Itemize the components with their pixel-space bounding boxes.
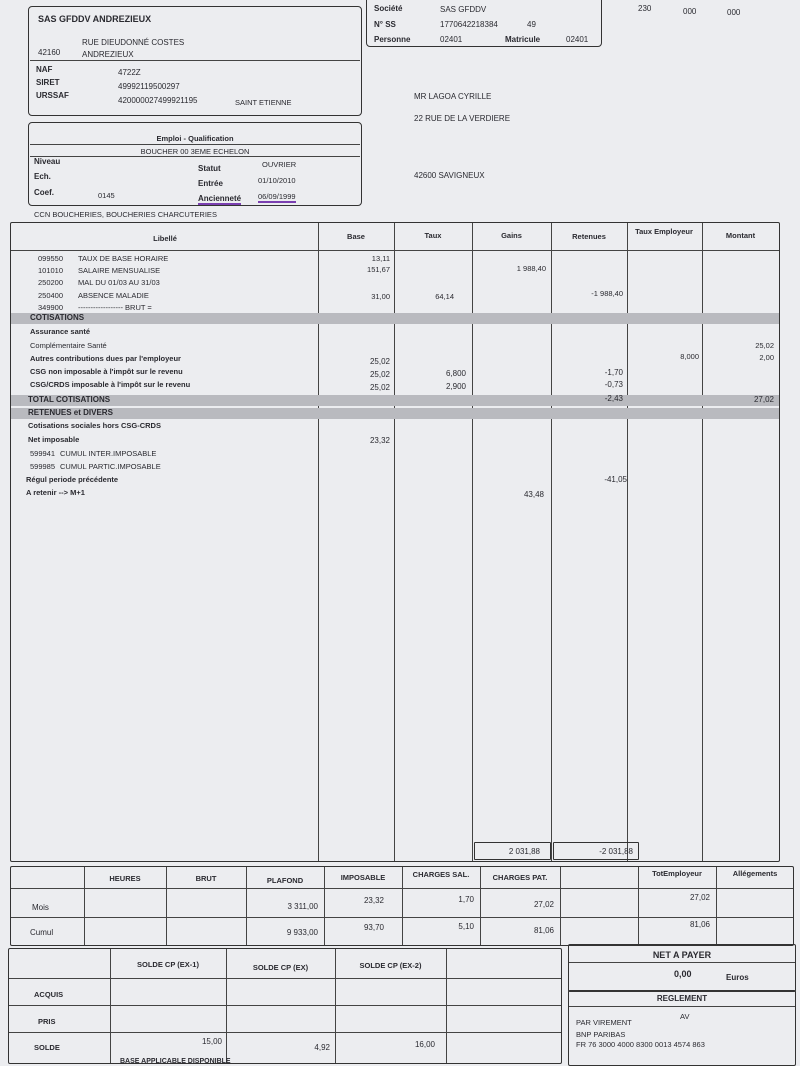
summary-header-brut: BRUT [195,874,217,883]
reglement-av: AV [680,1012,690,1021]
header-taux: Taux [424,231,442,240]
societe-value: SAS GFDDV [440,5,487,14]
niveau-label: Niveau [34,157,61,166]
cumul-plafond: 9 933,00 [286,928,318,937]
cumul2-label: CUMUL PARTIC.IMPOSABLE [60,462,161,471]
retenues-title: RETENUES et DIVERS [28,408,113,417]
mois-imposable: 23,32 [363,896,384,905]
csg2-taux: 2,900 [445,382,466,391]
row-label: MAL DU 01/03 AU 31/03 [78,278,160,287]
csg1-taux: 6,800 [445,369,466,378]
entree-label: Entrée [198,179,223,188]
urssaf-label: URSSAF [36,91,69,100]
coef-label: Coef. [34,188,54,197]
ccn-label: CCN BOUCHERIES, BOUCHERIES CHARCUTERIES [34,210,217,219]
total-cotisations-label: TOTAL COTISATIONS [28,395,111,404]
cumul1-code: 599941 [30,449,56,458]
naf-label: NAF [36,65,53,74]
summary-header-imposable: IMPOSABLE [340,873,386,882]
header-retenues: Retenues [572,232,606,241]
cumul-charges-pat: 81,06 [533,926,554,935]
cotisations-band [11,313,779,324]
job-divider-1 [30,144,360,145]
solde-ex1: 15,00 [201,1037,222,1046]
cotis-hors-label: Cotisations sociales hors CSG-CRDS [28,421,161,430]
net-imposable-label: Net imposable [28,435,80,444]
net-amount: 0,00 [674,969,692,979]
header-gains: Gains [501,231,522,240]
summary-mois-label: Mois [32,903,49,912]
a-retenir-label: A retenir --> M+1 [26,488,85,497]
reglement-label: REGLEMENT [656,994,708,1003]
nss-label: N° SS [374,20,396,29]
employer-street: RUE DIEUDONNÉ COSTES [82,38,185,47]
autres-label: Autres contributions dues par l'employeur [30,354,181,363]
matricule-label: Matricule [505,35,541,44]
row-base: 31,00 [371,292,390,301]
conges-row-divider-1 [9,1005,561,1006]
summary-header-plafond: PLAFOND [266,876,304,885]
job-title: Emploi - Qualification [156,134,234,143]
retenues-band [11,408,779,419]
complementaire-label: Complémentaire Santé [30,341,107,350]
solde-ex: 4,92 [314,1043,330,1052]
total-retenues: -2,43 [604,394,623,403]
csg1-retenues: -1,70 [604,368,623,377]
top-code-2: 000 [683,7,697,16]
row-gains: 1 988,40 [516,264,546,273]
net-currency: Euros [726,973,749,982]
urssaf-city: SAINT ETIENNE [235,98,292,107]
solde-ex2: 16,00 [414,1040,435,1049]
a-retenir-gains: 43,48 [523,490,544,499]
personne-label: Personne [374,35,411,44]
row-code: 349900 [38,303,64,312]
summary-header-heures: HEURES [109,874,141,883]
summary-header-charges-pat: CHARGES PAT. [492,873,548,882]
sum-sep-8 [638,867,639,945]
societe-label: Société [374,4,403,13]
row-taux: 64,14 [435,292,454,301]
sum-sep-9 [716,867,717,945]
net-divider [569,962,795,963]
conges-acquis-label: ACQUIS [34,990,64,999]
siret-label: SIRET [36,78,60,87]
assurance-sante-label: Assurance santé [30,327,91,336]
row-code: 250400 [38,291,64,300]
anciennete-label: Ancienneté [198,194,242,203]
siret-value: 49992119500297 [118,82,180,91]
mois-totemployeur: 27,02 [689,893,710,902]
autres-taux-employeur: 8,000 [680,352,699,361]
header-montant: Montant [725,231,756,240]
mois-plafond: 3 311,00 [287,902,318,911]
net-imposable-base: 23,32 [369,436,390,445]
reglement-divider [569,1006,795,1007]
complementaire-montant: 25,02 [755,341,774,350]
conges-sep-4 [446,949,447,1063]
urssaf-value: 420000027499921195 [118,96,198,105]
conges-footer-text: BASE APPLICABLE DISPONIBLE [120,1058,231,1065]
csg2-retenues: -0,73 [604,380,623,389]
header-libelle: Libellé [153,234,177,243]
total-gains: 2 031,88 [508,847,540,856]
iban: FR 76 3000 4000 8300 0013 4574 863 [576,1040,705,1049]
autres-base: 25,02 [369,357,390,366]
total-montant: 27,02 [753,395,774,404]
mois-charges-pat: 27,02 [533,900,554,909]
conges-header-ex1: SOLDE CP (EX-1) [137,960,199,969]
nss-key: 49 [527,20,536,29]
cumul-totemployeur: 81,06 [689,920,710,929]
net-label: NET A PAYER [652,950,712,960]
employee-street: 22 RUE DE LA VERDIERE [414,114,511,123]
payment-mode: PAR VIREMENT [576,1018,632,1027]
autres-montant: 2,00 [759,353,774,362]
csg2-base: 25,02 [369,383,390,392]
employer-postcode: 42160 [38,48,61,57]
row-code: 101010 [38,266,64,275]
employer-divider [30,60,360,61]
conges-header-ex: SOLDE CP (EX) [252,963,309,972]
employee-name: MR LAGOA CYRILLE [414,92,492,101]
csg1-label: CSG non imposable à l'impôt sur le revenu [30,367,183,376]
cumul-charges-sal: 5,10 [458,922,474,931]
personne-value: 02401 [440,35,463,44]
naf-value: 4722Z [118,68,141,77]
row-label: TAUX DE BASE HORAIRE [78,254,169,263]
cumul1-label: CUMUL INTER.IMPOSABLE [60,449,157,458]
regul-retenues: -41,05 [604,475,627,484]
summary-header-totemployeur: TotEmployeur [652,869,702,878]
conges-pris-label: PRIS [38,1017,56,1026]
statut-value: OUVRIER [262,160,297,169]
mois-charges-sal: 1,70 [458,895,474,904]
cumul2-code: 599985 [30,462,56,471]
summary-header-allegements: Allégements [732,869,778,878]
top-code-1: 230 [638,4,652,13]
total-retenues-sum: -2 031,88 [599,847,633,856]
conges-solde-label: SOLDE [34,1043,60,1052]
row-label: ------------------ BRUT = [78,303,152,312]
employer-city: ANDREZIEUX [82,50,134,59]
csg2-label: CSG/CRDS imposable à l'impôt sur le revenu [30,380,191,389]
conges-header-divider [9,978,561,979]
csg1-base: 25,02 [369,370,390,379]
bank-name: BNP PARIBAS [576,1030,626,1039]
conges-row-divider-2 [9,1032,561,1033]
cotisations-title: COTISATIONS [30,313,85,322]
employer-name: SAS GFDDV ANDREZIEUX [38,14,152,24]
coef-value: 0145 [98,191,115,200]
job-divider-2 [30,156,360,157]
entree-value: 01/10/2010 [258,176,296,185]
summary-cumul-label: Cumul [30,928,54,937]
employee-city: 42600 SAVIGNEUX [414,171,485,180]
row-code: 099550 [38,254,64,263]
cumul-imposable: 93,70 [363,923,384,932]
header-base: Base [347,232,365,241]
total-band [11,395,779,406]
matricule-value: 02401 [566,35,589,44]
job-qualification: BOUCHER 00 3EME ECHELON [140,147,250,156]
anciennete-value: 06/09/1999 [258,192,296,201]
summary-header-charges-sal: CHARGES SAL. [412,870,470,879]
row-retenues: -1 988,40 [591,289,623,298]
conges-header-ex2: SOLDE CP (EX-2) [359,961,422,970]
statut-label: Statut [198,164,221,173]
row-code: 250200 [38,278,64,287]
row-label: SALAIRE MENSUALISE [78,266,161,275]
nss-value: 1770642218384 [440,20,498,29]
regul-label: Régul periode précédente [26,475,119,484]
row-base: 13,11 [371,254,390,263]
sum-sep-7 [560,867,561,945]
ech-label: Ech. [34,172,51,181]
top-code-3: 000 [727,8,741,17]
row-label: ABSENCE MALADIE [78,291,149,300]
main-header-divider [11,250,779,251]
row-base: 151,67 [367,265,390,274]
header-taux-employeur: Taux Employeur [635,227,693,236]
